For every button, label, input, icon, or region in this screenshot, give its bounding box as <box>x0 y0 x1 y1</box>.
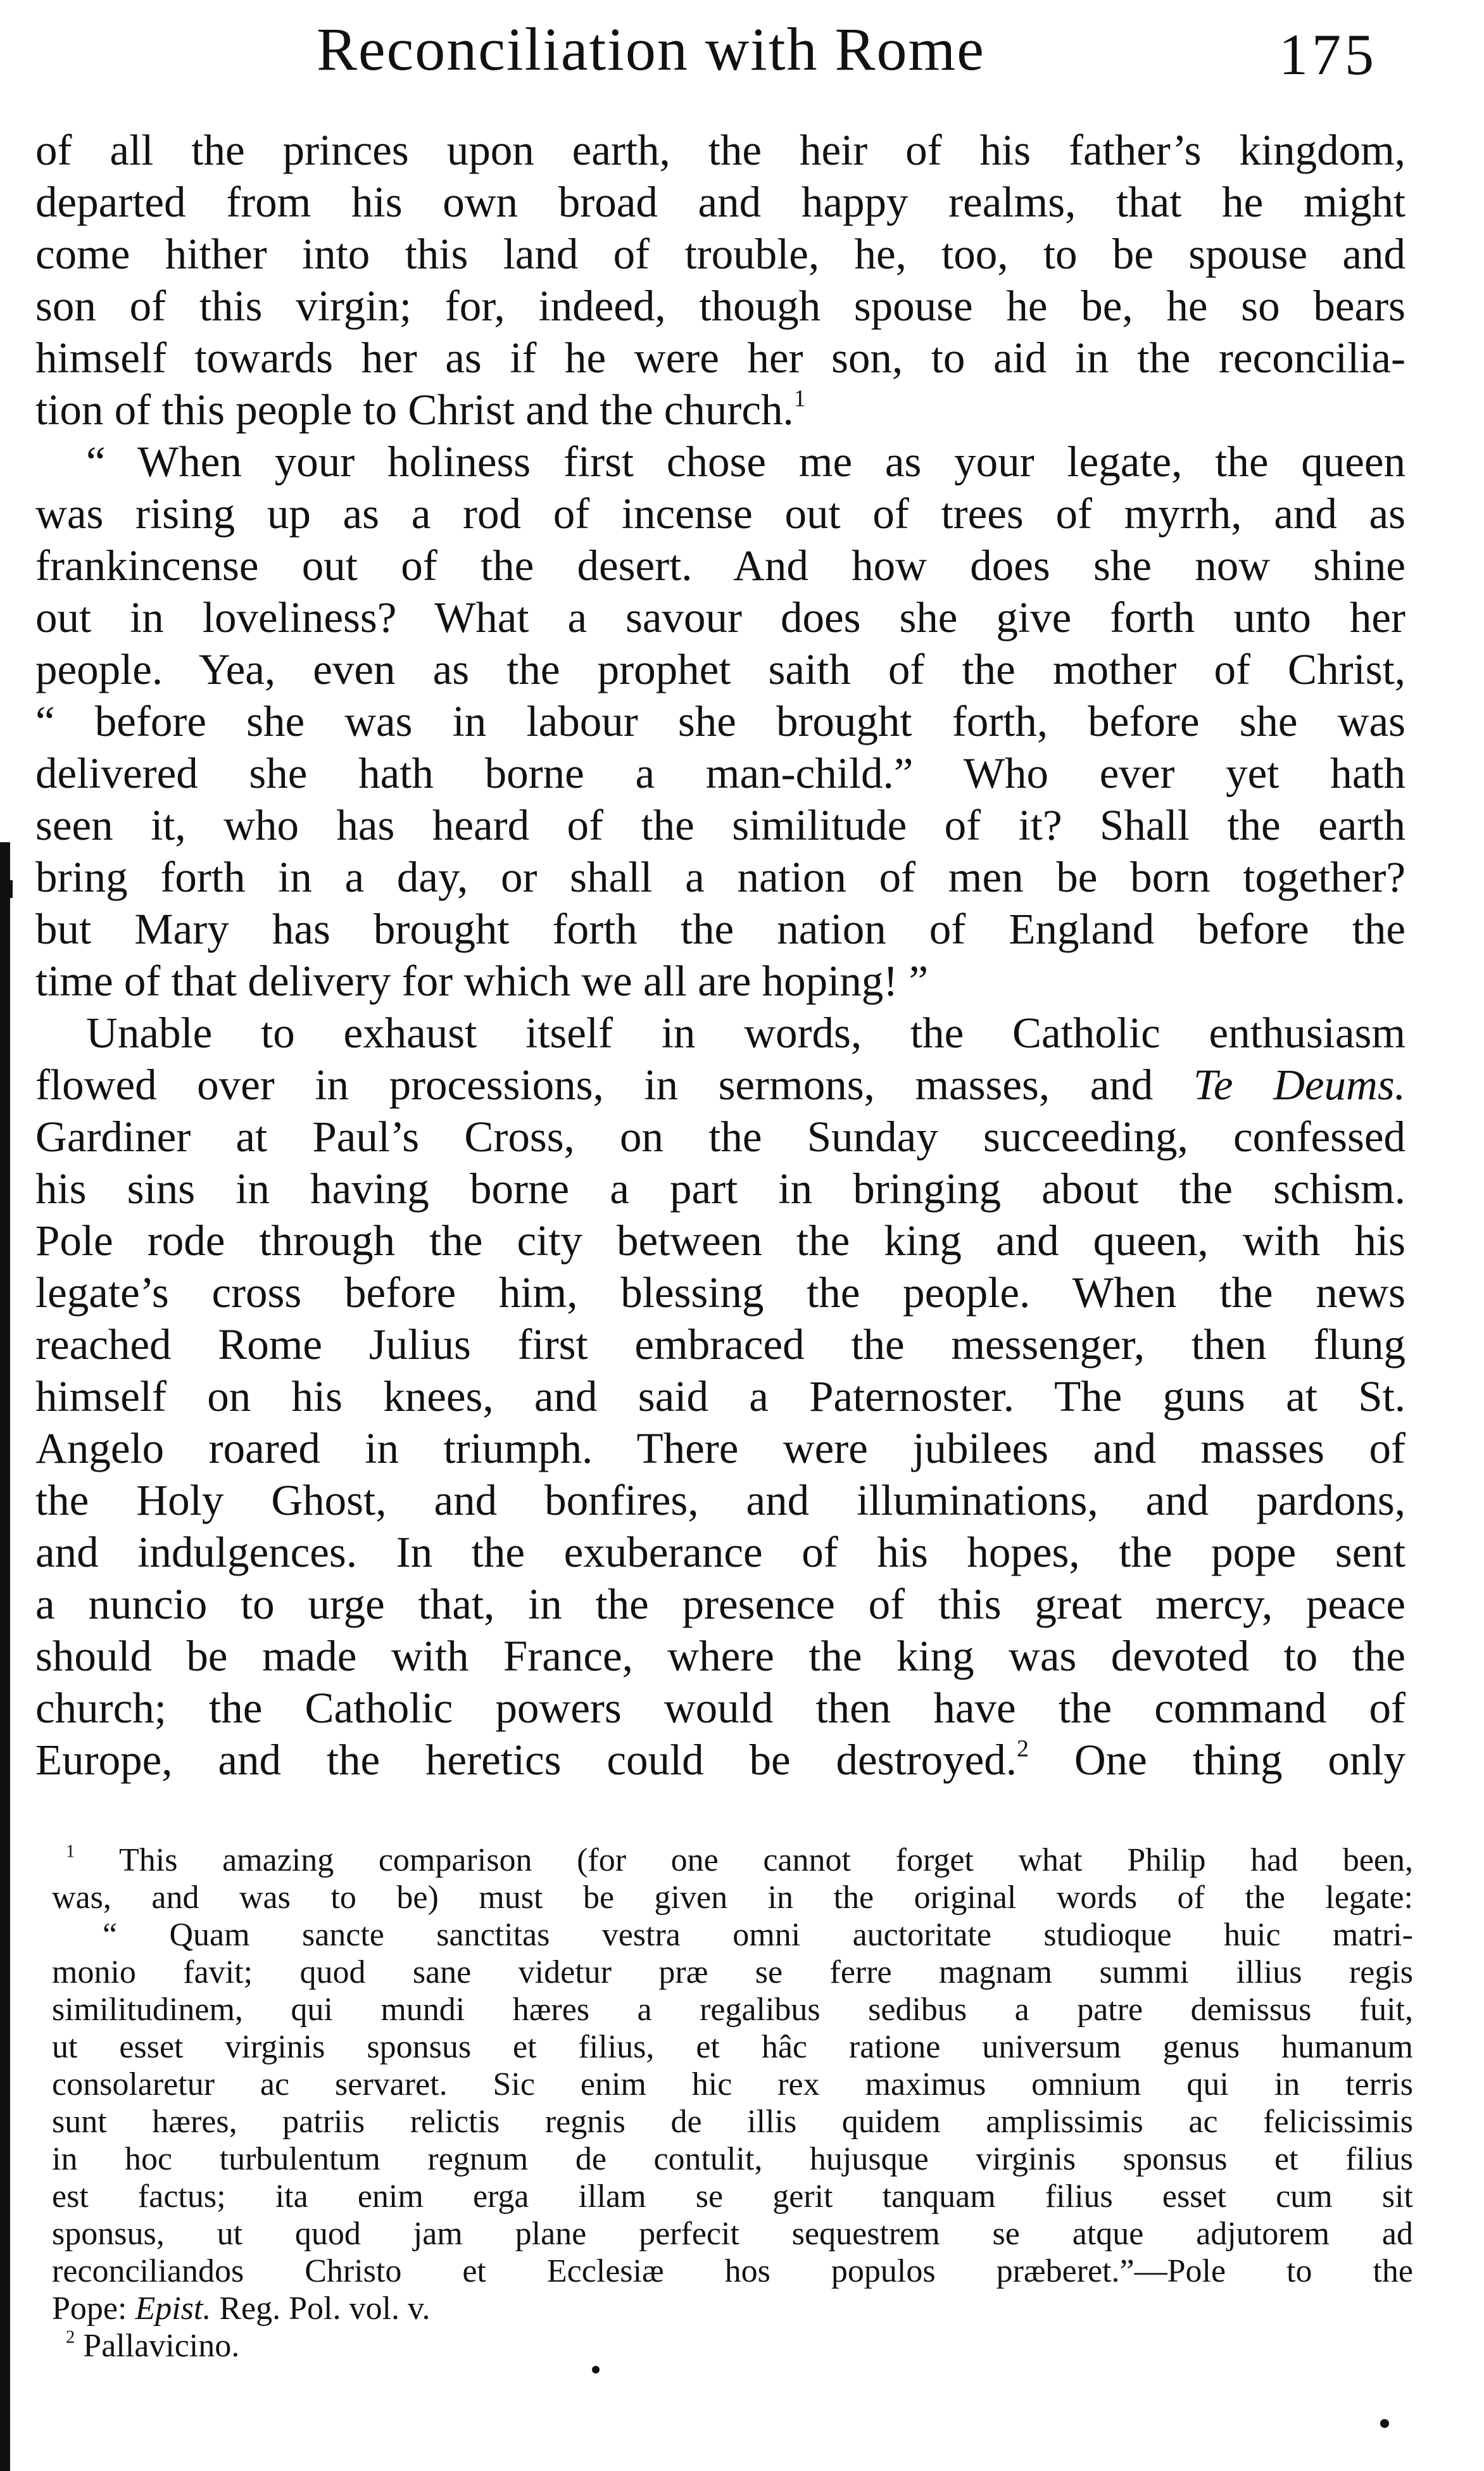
ink-speck <box>1380 2419 1389 2428</box>
footnote-ref-2: 2 <box>1017 1735 1029 1762</box>
footnote-line: sponsus, ut quod jam plane perfecit sequestrem se atque adjutorem ad <box>52 2216 1413 2252</box>
text-line: was rising up as a rod of incense out of trees of myrrh, and as <box>35 490 1405 538</box>
text-line: come hither into this land of trouble, he, too, to be spouse and <box>35 230 1405 278</box>
text-line: son of this virgin; for, indeed, though spouse he be, he so bears <box>35 282 1405 330</box>
footnote-text: Pope: <box>52 2291 127 2327</box>
text-line: reached Rome Julius first embraced the messenger, then flung <box>35 1320 1405 1368</box>
text-line: himself towards her as if he were her son, to aid in the reconcilia- <box>35 334 1405 382</box>
footnote-line <box>52 2290 1413 2327</box>
footnote-marker-1: 1 <box>66 1842 75 1862</box>
text-line: “ before she was in labour she brought forth, before she was <box>35 697 1405 745</box>
text-line: people. Yea, even as the prophet saith of the mother of Christ, <box>35 645 1405 693</box>
text-line: out in loveliness? What a savour does she give forth unto her <box>35 593 1405 641</box>
footnote-line: “ Quam sancte sanctitas vestra omni auctoritate studioque huic matri- <box>103 1917 1413 1953</box>
footnotes <box>52 1842 1413 2365</box>
footnote-line: est factus; ita enim erga illam se gerit tanquam filius esset cum sit <box>52 2178 1413 2215</box>
text-line: seen it, who has heard of the similitude of it? Shall the earth <box>35 801 1405 849</box>
text-line: Gardiner at Paul’s Cross, on the Sunday succeeding, confessed <box>35 1113 1405 1161</box>
text-line: and indulgences. In the exuberance of his hopes, the pope sent <box>35 1528 1405 1576</box>
text-line: the Holy Ghost, and bonfires, and illuminations, and pardons, <box>35 1476 1405 1524</box>
text-line: church; the Catholic powers would then have the command of <box>35 1684 1405 1732</box>
text-line: Pole rode through the city between the king and queen, with his <box>35 1217 1405 1265</box>
text-line: delivered she hath borne a man-child.” Who ever yet hath <box>35 749 1405 797</box>
text-line: his sins in having borne a part in bringing about the schism. <box>35 1165 1405 1213</box>
text-line-content: tion of this people to Christ and the church. <box>35 386 794 434</box>
footnote-marker-2: 2 <box>66 2327 75 2348</box>
footnote-text: Pallavicino. <box>83 2328 240 2364</box>
footnote-text: Reg. Pol. vol. v. <box>219 2291 431 2327</box>
footnote-line: sunt hæres, patriis relictis regnis de illis quidem amplissimis ac felicissimis <box>52 2104 1413 2140</box>
text-line: a nuncio to urge that, in the presence of this great mercy, peace <box>35 1580 1405 1628</box>
binding-edge-mark <box>9 880 13 898</box>
text-line: legate’s cross before him, blessing the people. When the news <box>35 1268 1405 1317</box>
footnote-line: ut esset virginis sponsus et filius, et hâc ratione universum genus humanum <box>52 2029 1413 2065</box>
footnote-line: consolaretur ac servaret. Sic enim hic rex maximus omnium qui in terris <box>52 2066 1413 2102</box>
footnote-line <box>52 2327 1413 2365</box>
text-line-content: One thing only <box>1028 1736 1405 1784</box>
ink-speck <box>592 2366 600 2373</box>
footnote-line: monio favit; quod sane videtur præ se ferre magnam summi illius regis <box>52 1954 1413 1990</box>
text-line <box>35 1734 1405 1786</box>
footnote-text: This amazing comparison (for one cannot forget what Philip had been, <box>119 1842 1413 1878</box>
footnote-line: similitudinem, qui mundi hæres a regalibus sedibus a patre demissus fuit, <box>52 1992 1413 2028</box>
text-line: bring forth in a day, or shall a nation of men be born together? <box>35 853 1405 901</box>
page-header <box>0 0 1484 95</box>
text-line: himself on his knees, and said a Paternoster. The guns at St. <box>35 1372 1405 1420</box>
text-line: “ When your holiness first chose me as your legate, the queen <box>86 438 1405 486</box>
footnote-line <box>52 1842 1413 1879</box>
text-line: frankincense out of the desert. And how does she now shine <box>35 541 1405 590</box>
footnote-line: was, and was to be) must be given in the original words of the legate: <box>52 1880 1413 1916</box>
text-line: Unable to exhaust itself in words, the Catholic enthusiasm <box>86 1009 1405 1057</box>
italic-phrase: Epist. <box>135 2291 211 2327</box>
running-title: Reconciliation with Rome <box>317 15 985 83</box>
body-text <box>35 124 1405 1786</box>
italic-phrase: Te Deums. <box>1193 1061 1405 1109</box>
text-line: of all the princes upon earth, the heir of his father’s kingdom, <box>35 126 1405 174</box>
footnote-line: reconciliandos Christo et Ecclesiæ hos populos præberet.”—Pole to the <box>52 2253 1413 2289</box>
binding-edge-shadow <box>0 842 10 2471</box>
text-line: time of that delivery for which we all are hoping! ” <box>35 957 929 1005</box>
footnote-ref-1: 1 <box>793 385 806 412</box>
text-line <box>35 1059 1405 1111</box>
text-line: Angelo roared in triumph. There were jubilees and masses of <box>35 1424 1405 1472</box>
text-line <box>35 384 1405 436</box>
footnote-line: in hoc turbulentum regnum de contulit, hujusque virginis sponsus et filius <box>52 2141 1413 2177</box>
page-number: 175 <box>1279 22 1378 87</box>
text-line: should be made with France, where the king was devoted to the <box>35 1632 1405 1680</box>
text-line: but Mary has brought forth the nation of England before the <box>35 905 1405 953</box>
text-line-content: flowed over in processions, in sermons, masses, and <box>35 1061 1154 1109</box>
text-line-content: Europe, and the heretics could be destroyed. <box>35 1736 1017 1784</box>
text-line: departed from his own broad and happy realms, that he might <box>35 178 1405 226</box>
